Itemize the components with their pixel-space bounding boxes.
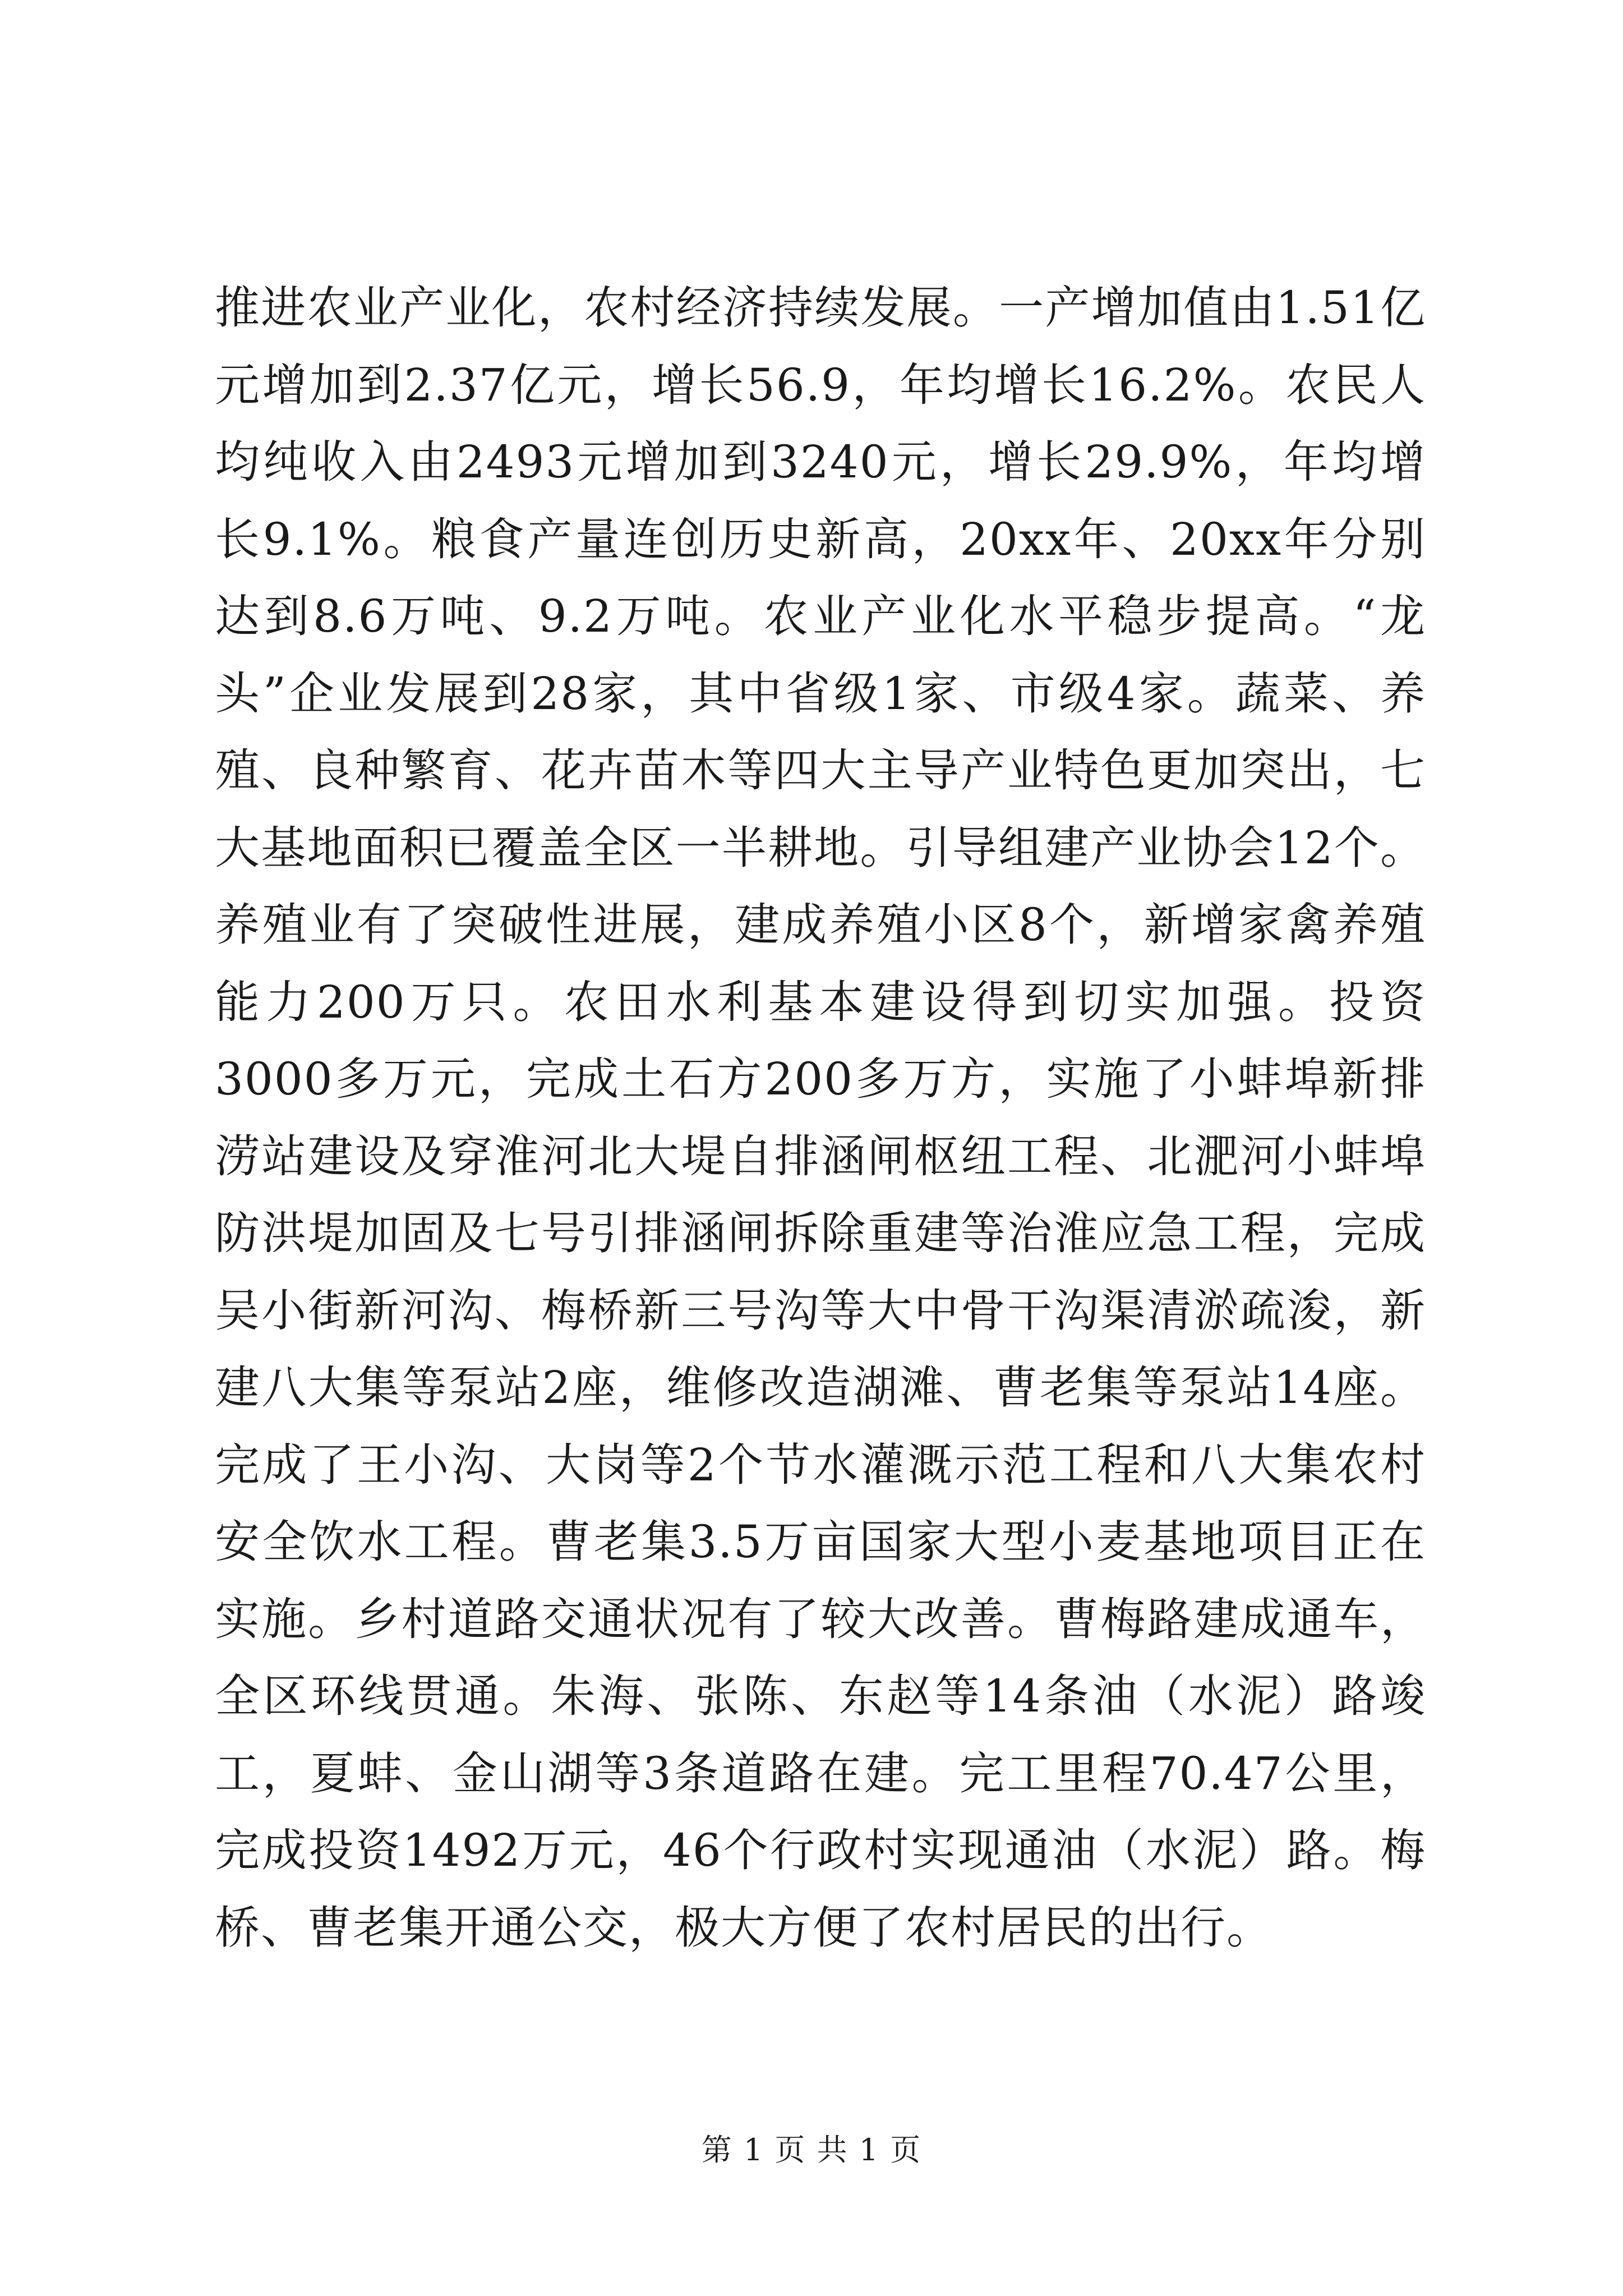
body-paragraph: 推进农业产业化，农村经济持续发展。一产增加值由1.51亿元增加到2.37亿元，增长56.9，年均增长16.2%。农民人均纯收入由2493元增加到3240元，增长29.9%，年均增长9.1%。粮食产量连创历史新高，20xx年、20xx年分别达到8.6万吨、9.2万吨。农业产业化水平稳步提高。“龙头”企业发展到28家，其中省级1家、市级4家。蔬菜、养殖、良种繁育、花卉苗木等四大主导产业特色更加突出，七大基地面积已覆盖全区一半耕地。引导组建产业协会12个。养殖业有了突破性进展，建成养殖小区8个，新增家禽养殖能力200万只。农田水利基本建设得到切实加强。投资3000多万元，完成土石方200多万方，实施了小蚌埠新排涝站建设及穿淮河北大堤自排涵闸枢纽工程、北淝河小蚌埠防洪堤加固及七号引排涵闸拆除重建等治淮应急工程，完成吴小街新河沟、梅桥新三号沟等大中骨干沟渠清淤疏浚，新建八大集等泵站2座，维修改造湖滩、曹老集等泵站14座。完成了王小沟、大岗等2个节水灌溉示范工程和八大集农村安全饮水工程。曹老集3.5万亩国家大型小麦基地项目正在实施。乡村道路交通状况有了较大改善。曹梅路建成通车，全区环线贯通。朱海、张陈、东赵等14条油（水泥）路竣工，夏蚌、金山湖等3条道路在建。完工里程70.47公里，完成投资1492万元，46个行政村实现通油（水泥）路。梅桥、曹老集开通公交，极大方便了农村居民的出行。 <box>215 282 1426 1954</box>
page-footer: 第 1 页 共 1 页 <box>701 2132 922 2168</box>
